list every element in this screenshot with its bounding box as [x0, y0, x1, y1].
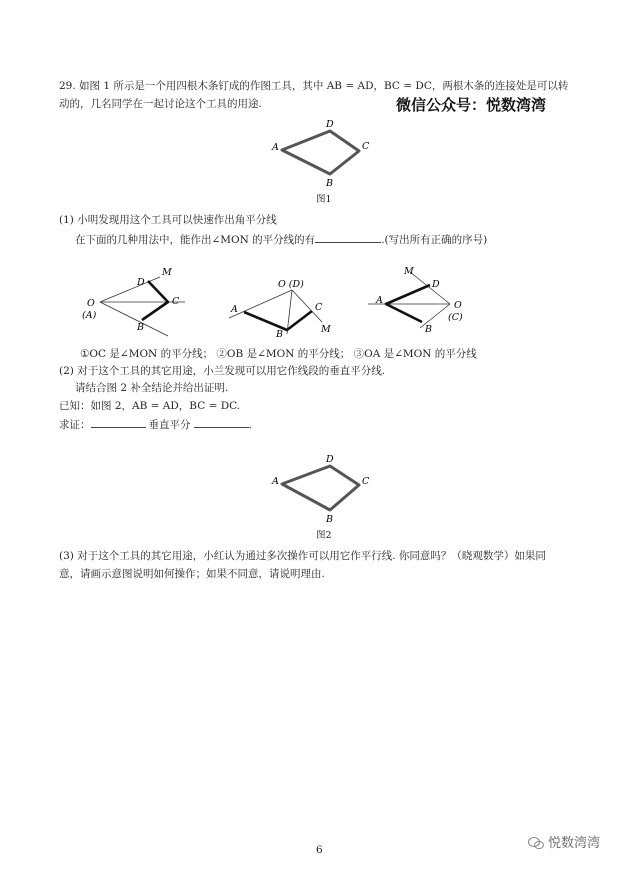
- figb-label-m: M: [321, 324, 331, 335]
- fig2-label-b: B: [326, 514, 333, 525]
- fig1-label-b: B: [326, 178, 333, 189]
- part1-question-tail: .(写出所有正确的序号): [381, 234, 488, 246]
- watermark: 微信公众号：悦数湾湾: [396, 96, 547, 114]
- figa-label-c: C: [172, 296, 180, 307]
- fig1-label-a: A: [272, 142, 279, 153]
- part2-line-2: 请结合图 2 补全结论并给出证明.: [75, 382, 229, 394]
- figc-label-d: D: [432, 279, 440, 290]
- figc-label-o: O: [454, 300, 462, 311]
- prove-middle: 垂直平分: [148, 419, 191, 431]
- figb-label-od: O (D): [278, 279, 304, 290]
- figb-label-b: B: [276, 329, 283, 340]
- prove-label: 求证：: [59, 419, 91, 431]
- figa-label-d: D: [137, 277, 145, 288]
- problem-line-1: 29. 如图 1 所示是一个用四根木条钉成的作图工具，其中 AB = AD，BC = DC，两根木条的连接处是可以转: [59, 80, 569, 92]
- footer-watermark: [528, 832, 600, 851]
- footer-watermark-text: 悦数湾湾: [548, 836, 601, 851]
- problem-line-2: 动的，几名同学在一起讨论这个工具的用途.: [59, 98, 262, 110]
- fig2-label-c: C: [362, 476, 370, 487]
- figb-label-a: A: [231, 304, 238, 315]
- fig1-label-c: C: [362, 141, 370, 152]
- figa-label-b: B: [137, 322, 144, 333]
- figa-label-m: M: [162, 267, 172, 278]
- fig1-caption: 图1: [316, 194, 332, 205]
- part1-question-text: 在下面的几种用法中，能作出∠MON 的平分线的有: [75, 234, 316, 246]
- fig2-label-d: D: [326, 454, 334, 465]
- figa-label-a: (A): [82, 310, 97, 321]
- part1-options: ①OC 是∠MON 的平分线； ②OB 是∠MON 的平分线； ③OA 是∠MON 的平分线: [80, 348, 477, 360]
- part3-line-2: 意，请画示意图说明如何操作；如果不同意，请说明理由.: [59, 568, 325, 580]
- prove-end: .: [248, 419, 252, 431]
- figc-label-oc: (C): [448, 312, 463, 323]
- part1-title: (1) 小明发现用这个工具可以快速作出角平分线: [59, 214, 277, 226]
- part3-line-1: (3) 对于这个工具的其它用途，小红认为通过多次操作可以用它作平行线. 你同意吗？（晓观数学）如果同: [59, 550, 546, 562]
- figa-label-o: O: [87, 298, 95, 309]
- part2-line-1: (2) 对于这个工具的其它用途，小兰发现可以用它作线段的垂直平分线.: [59, 365, 386, 377]
- figc-label-b: B: [425, 324, 432, 335]
- fig2-label-a: A: [272, 476, 279, 487]
- figb-label-c: C: [315, 302, 323, 313]
- fig1-label-d: D: [326, 119, 334, 130]
- wechat-icon: [528, 835, 544, 849]
- part2-given: 已知：如图 2，AB = AD，BC = DC.: [59, 400, 241, 412]
- figc-label-m: M: [404, 266, 414, 277]
- figc-label-a: A: [376, 295, 383, 306]
- page-number: 6: [316, 844, 323, 856]
- fig2-caption: 图2: [316, 530, 332, 541]
